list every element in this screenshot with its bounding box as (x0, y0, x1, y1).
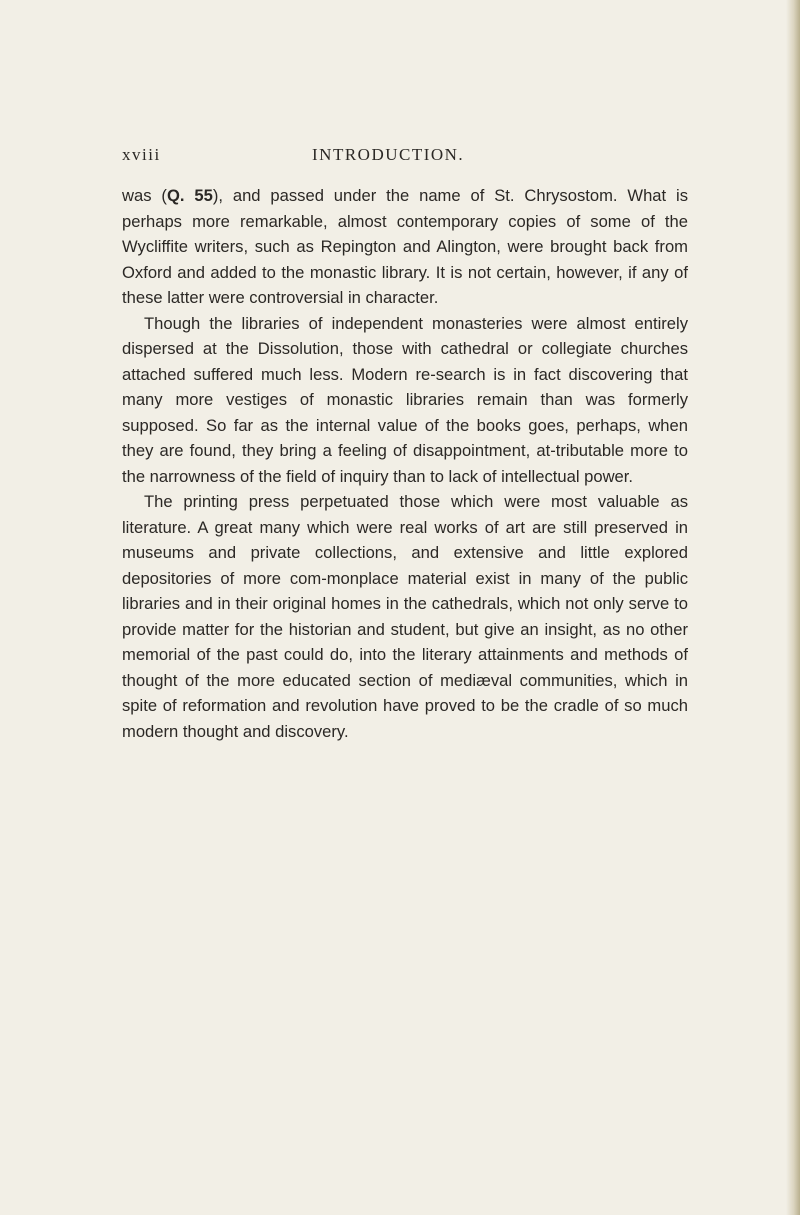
running-head-title: INTRODUCTION. (312, 145, 465, 164)
shelfmark-reference: Q. 55 (166, 186, 213, 205)
paragraph-1-lead: was ( (122, 186, 167, 205)
paragraph-2: Though the libraries of independent monasteries were almost entirely dispersed at the Dissolution, those with cathedral or collegiate churches attached suffered much less. Modern re-search is in fact discovering that many more vestiges of monastic libraries remain than was formerly supposed. So far as the internal value of the books goes, perhaps, when they are found, they bring a feeling of disappointment, at-tributable more to the narrowness of the field of inquiry than to lack of intellectual power. (122, 313, 688, 486)
page-edge-shadow (786, 0, 800, 1215)
page-number: xviii (122, 145, 161, 164)
running-head (122, 145, 682, 171)
body-text (122, 183, 688, 744)
paragraph-3: The printing press perpetuated those which were most valuable as literature. A great many which were real works of art are still preserved in museums and private collections, and extensive and little explored depositories of more com-monplace material exist in many of the public libraries and in their original homes in the cathedrals, which not only serve to provide matter for the historian and student, but give an insight, as no other memorial of the past could do, into the literary attainments and methods of thought of the more educated section of mediæval communities, which in spite of reformation and revolution have proved to be the cradle of so much modern thought and discovery. (122, 492, 688, 741)
paragraph-1 (122, 183, 688, 311)
paragraph-1-text: ), and passed under the name of St. Chrysostom. What is perhaps more remarkable, almost contemporary copies of some of the Wycliffite writers, such as Repington and Alington, were brought back from Oxford and added to the monastic library. It is not certain, however, if any of these latter were controversial in character. (122, 186, 689, 307)
